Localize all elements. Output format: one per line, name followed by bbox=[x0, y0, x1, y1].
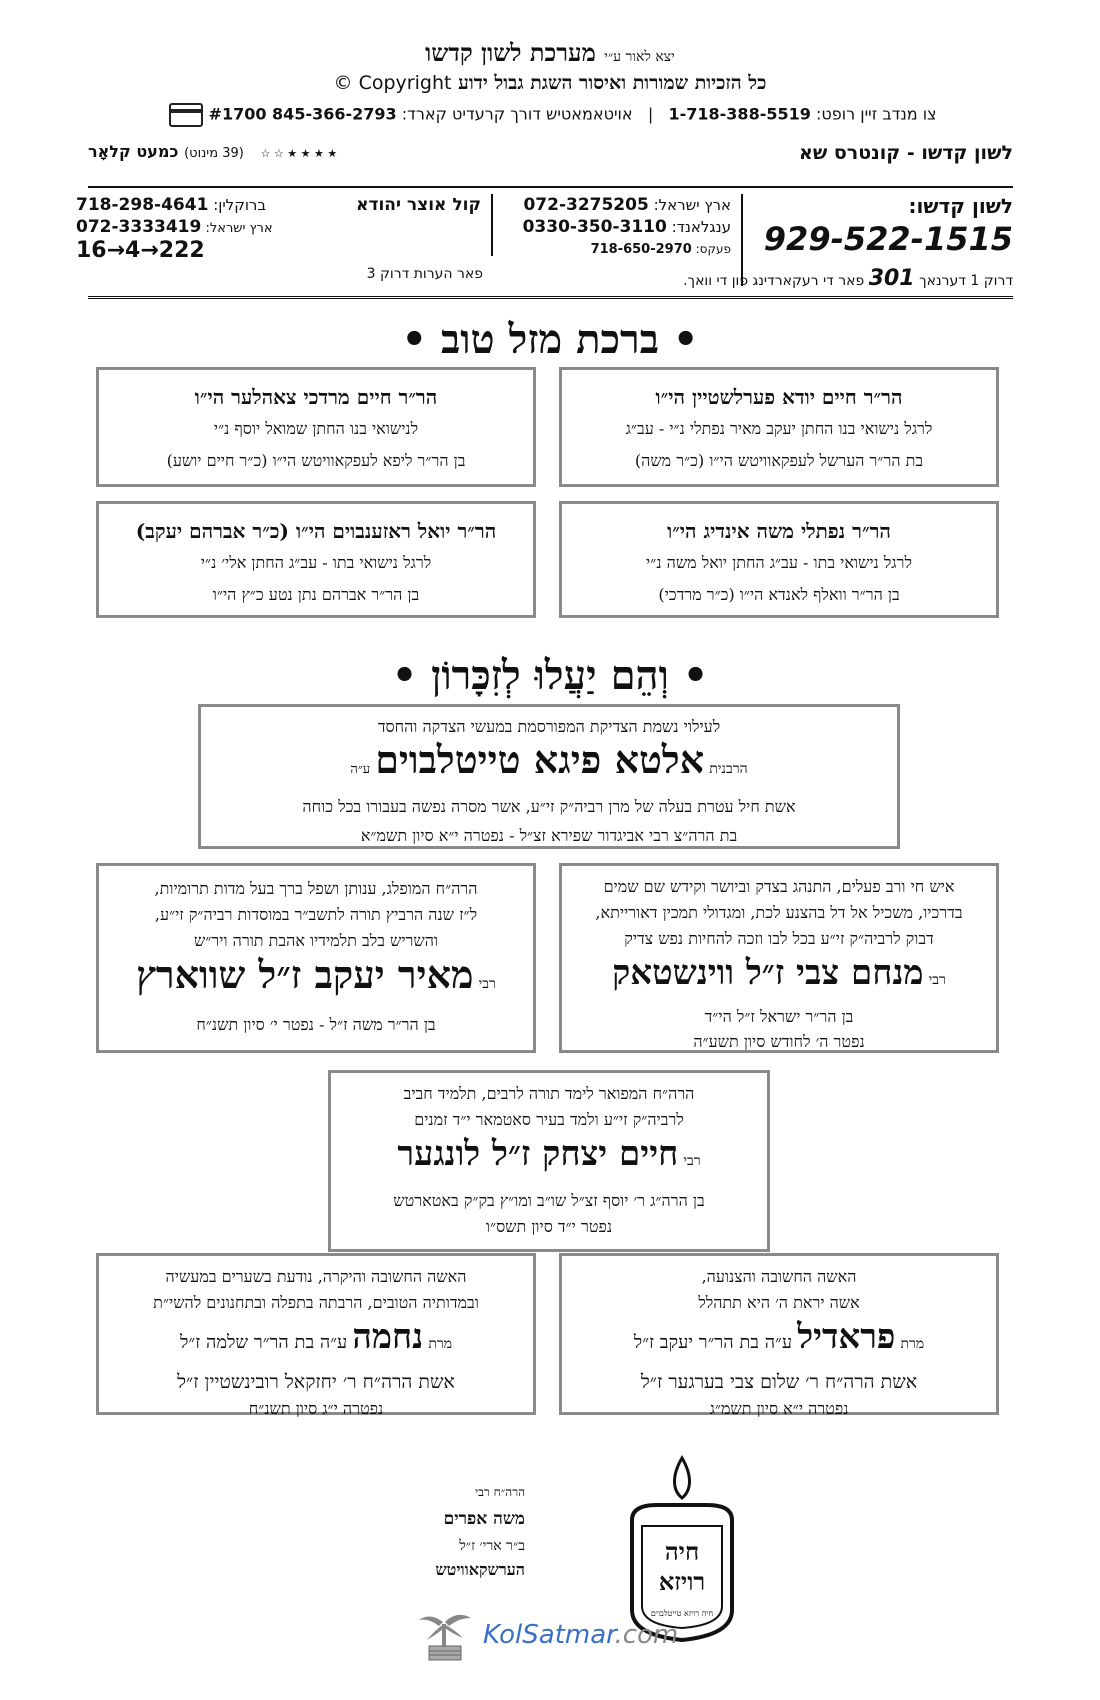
mazel-box-3-line-1: הר״ר נפתלי משה אינדיג הי״ו bbox=[667, 519, 891, 543]
publisher-prefix: יצא לאור ע״י bbox=[604, 49, 675, 65]
memorial-left-woman-box bbox=[96, 1253, 536, 1418]
right-woman-line-5: נפטרה י״א סיון תשמ״ג bbox=[709, 1399, 849, 1418]
main-suffix: ע״ה bbox=[350, 762, 371, 777]
ey-label: ארץ ישראל: bbox=[205, 221, 273, 236]
site-link[interactable] bbox=[483, 1620, 678, 1650]
dedication-line-1: הרה״ח רבי bbox=[475, 1485, 525, 1499]
mazel-tov-title: • ברכת מזל טוב • bbox=[401, 316, 699, 363]
clarity-label: כמעט קלאָר bbox=[88, 142, 179, 161]
left-woman-prefix: מרת bbox=[428, 1336, 453, 1352]
right-woman-prefix: מרת bbox=[900, 1336, 925, 1352]
logo-line-1: חיה bbox=[664, 1537, 700, 1566]
lk-phone[interactable]: 929-522-1515 bbox=[763, 220, 1013, 258]
england-label: ענגלאנד: bbox=[671, 218, 731, 236]
right-box-line-6: נפטר ה׳ לחודש סיון תשע״ה bbox=[693, 1032, 865, 1051]
site-footer bbox=[415, 1610, 695, 1660]
duration-minutes: (39 מינוט) bbox=[184, 146, 244, 161]
memorial-right-box bbox=[559, 863, 999, 1053]
call-number[interactable]: 1-718-388-5519 bbox=[668, 104, 811, 124]
left-woman-line-2: ובמדותיה הטובים, הרבתה בתפלה ובתחנונים להשי״ת bbox=[153, 1293, 479, 1312]
page-header: יצא לאור ע״י מערכת לשון קדשו כל הזכיות שמורות ואיסור השגת גבול ידוע Copyright © צו מנדב זיין רופט: 1-718-388-5519 | אויטאמאטיש דורך קרעדיט קארד: 845-366-2793 #1700 bbox=[0, 38, 1100, 127]
israel-label: ארץ ישראל: bbox=[653, 196, 731, 214]
right-box-line-5: בן הר״ר ישראל ז״ל הי״ד bbox=[704, 1007, 854, 1026]
kol-label: קול אוצר יהודא bbox=[356, 195, 481, 215]
site-tld: .com bbox=[614, 1620, 679, 1650]
right-woman-line-1: האשה החשובה והצנועה, bbox=[701, 1267, 857, 1286]
center-box-line-5: נפטר י״ד סיון תשס״ו bbox=[485, 1217, 613, 1236]
right-woman-line-4: אשת הרה״ח ר׳ שלום צבי בערגער ז״ל bbox=[640, 1371, 918, 1393]
mazel-box-2-line-2: לנישואי בנו החתן שמואל יוסף נ״י bbox=[213, 419, 419, 438]
mazel-box-2-line-3: בן הר״ר ליפא לעפקאוויטש הי״ו (כ״ר חיים יושע) bbox=[166, 451, 466, 470]
logo-line-2: רויזא bbox=[658, 1567, 706, 1596]
center-box-prefix: רבי bbox=[683, 1153, 701, 1169]
left-box-name: מאיר יעקב ז״ל שווארץ bbox=[136, 952, 474, 997]
right-box-prefix: רבי bbox=[928, 972, 946, 988]
center-box-line-2: לרביה״ק זי״ע ולמד בעיר סאטמאר י״ד זמנים bbox=[414, 1110, 684, 1129]
mazel-box-3 bbox=[559, 501, 999, 618]
right-box-line-2: בדרכיו, משכיל אל דל בהצנע לכת, ומגדולי תמכין דאורייתא, bbox=[595, 903, 963, 922]
left-woman-line-1: האשה החשובה והיקרה, נודעת בשערים במעשיה bbox=[165, 1267, 467, 1286]
memorial-title: • וְהֵם יַעֲלוּ לְזִכָּרוֹן • bbox=[391, 652, 709, 699]
fax-phone[interactable]: 718-650-2970 bbox=[590, 242, 692, 257]
logo-bottom: חיה רויזא טייטלבוים bbox=[650, 1609, 714, 1618]
main-line-3: אשת חיל עטרת בעלה של מרן רביה״ק זי״ע, אשר מסרה נפשה בעבורו בכל כוחה bbox=[302, 797, 796, 816]
mazel-box-1-line-3: בת הר״ר הערשל לעפקאוויטש הי״ו (כ״ר משה) bbox=[634, 451, 924, 470]
memorial-main-box bbox=[198, 704, 900, 849]
mazel-box-2 bbox=[96, 367, 536, 487]
mazel-box-4-line-3: בן הר״ר אברהם נתן נטע כ״ץ הי״ו bbox=[212, 585, 420, 604]
england-phone[interactable]: 0330-350-3110 bbox=[522, 217, 667, 237]
left-woman-line-5: נפטרה י״ג סיון תשנ״ח bbox=[248, 1399, 384, 1418]
memorial-right-woman-box bbox=[559, 1253, 999, 1418]
right-box-name: מנחם צבי ז״ל ווינשטאק bbox=[612, 953, 924, 993]
mazel-box-1-line-2: לרגל נישואי בנו החתן יעקב מאיר נפתלי נ״י - עב״ג bbox=[625, 419, 933, 438]
left-box-line-3: והשריש בלב תלמידיו אהבת תורה ויר״ש bbox=[194, 931, 438, 950]
fax-label: פעקס: bbox=[695, 242, 731, 256]
left-box-line-5: בן הר״ר משה ז״ל - נפטר י׳ סיון תשנ״ח bbox=[196, 1015, 436, 1034]
right-woman-line-3: ע״ה בת הר״ר יעקב ז״ל bbox=[633, 1332, 793, 1353]
mazel-box-1 bbox=[559, 367, 999, 487]
left-box-prefix: רבי bbox=[478, 976, 496, 992]
site-main: KolSatmar bbox=[483, 1620, 615, 1650]
stars-rating: ★ ★ ★ ★ ☆ ☆ bbox=[260, 147, 338, 160]
right-woman-name: פראדיל bbox=[797, 1317, 896, 1357]
card-number[interactable]: 845-366-2793 #1700 bbox=[208, 104, 397, 124]
ey-phone[interactable]: 072-3333419 bbox=[76, 217, 202, 237]
brooklyn-phone[interactable]: 718-298-4641 bbox=[76, 195, 209, 215]
left-box-line-2: ל״ז שנה הרביץ תורה לתשב״ר במוסדות רביה״ק זי״ע, bbox=[154, 905, 478, 924]
dedication-text bbox=[395, 1480, 525, 1582]
kol-block bbox=[76, 194, 493, 263]
contact-bar bbox=[76, 186, 1013, 299]
series-title: לשון קדשו - קונטרס שא bbox=[798, 142, 1013, 164]
recording-number: 301 bbox=[868, 266, 915, 291]
center-box-name: חיים יצחק ז״ל לונגער bbox=[397, 1134, 679, 1174]
credit-card-icon bbox=[169, 103, 203, 127]
subheader bbox=[88, 142, 1013, 164]
left-woman-line-3: ע״ה בת הר״ר שלמה ז״ל bbox=[179, 1332, 348, 1353]
memorial-left-box bbox=[96, 863, 536, 1053]
right-box-line-1: איש חי ורב פעלים, התנהג בצדק וביושר וקידש שם שמים bbox=[603, 877, 955, 896]
main-line-1: לעילוי נשמת הצדיקת המפורסמת במעשי הצדקה והחסד bbox=[377, 717, 721, 736]
dedication-line-3: ב״ר ארי׳ ז״ל bbox=[459, 1538, 525, 1554]
main-name: אלטא פיגא טייטלבוים bbox=[375, 737, 705, 782]
left-woman-line-4: אשת הרה״ח ר׳ יחזקאל רובינשטיין ז״ל bbox=[177, 1371, 455, 1393]
dedication-line-2: משה אפרים bbox=[443, 1509, 525, 1529]
mazel-box-4-line-2: לרגל נישואי בתו - עב״ג החתן אלי׳ נ״י bbox=[200, 553, 432, 572]
mazel-box-4 bbox=[96, 501, 536, 618]
press-text: פאר די רעקארדינג פון די וואך. bbox=[683, 273, 865, 289]
copyright: Copyright © bbox=[333, 72, 452, 94]
mazel-box-4-line-1: הר״ר יואל ראזענבוים הי״ו (כ״ר אברהם יעקב) bbox=[135, 519, 497, 543]
right-box-line-3: דבוק לרביה״ק זי״ע בכל לבו וזכה להחיות נפש צדיק bbox=[624, 929, 934, 948]
brooklyn-label: ברוקלין: bbox=[213, 196, 267, 214]
mazel-box-3-line-2: לרגל נישואי בתו - עב״ג החתן יואל משה נ״י bbox=[646, 553, 912, 572]
palm-tree-icon bbox=[415, 1610, 475, 1662]
memorial-center-box bbox=[328, 1070, 770, 1252]
mazel-box-2-line-1: הר״ר חיים מרדכי צאהלער הי״ו bbox=[194, 385, 438, 409]
center-box-line-1: הרה״ח המפואר לימד תורה לרבים, תלמיד חביב bbox=[403, 1084, 695, 1103]
extension: 16→4→222 bbox=[76, 238, 205, 263]
israel-phone[interactable]: 072-3275205 bbox=[523, 195, 649, 215]
main-phone-block bbox=[763, 194, 1013, 258]
press-one-text: דרוק 1 דערנאך bbox=[919, 273, 1013, 289]
center-box-line-4: בן הרה״ג ר׳ יוסף זצ״ל שו״ב ומו״ץ בק״ק באטארטש bbox=[393, 1191, 705, 1210]
call-prefix: צו מנדב זיין רופט: bbox=[815, 104, 937, 124]
mazel-box-3-line-3: בן הר״ר וואלף לאנדא הי״ו (כ״ר מרדכי) bbox=[658, 585, 900, 604]
card-text: אויטאמאטיש דורך קרעדיט קארד: bbox=[401, 104, 633, 124]
press-three-text: פאר הערות דרוק 3 bbox=[366, 266, 483, 282]
dedication-line-4: הערשקאוויטש bbox=[435, 1560, 525, 1579]
left-box-line-1: הרה״ח המופלג, ענותן ושפל ברך בעל מדות תרומיות, bbox=[154, 879, 478, 898]
main-line-4: בת הרה״צ רבי אביגדור שפירא זצ״ל - נפטרה י״א סיון תשמ״א bbox=[360, 826, 738, 845]
lk-label: לשון קדשו: bbox=[908, 194, 1013, 218]
publisher-name: מערכת לשון קדשו bbox=[425, 38, 596, 67]
mazel-box-1-line-1: הר״ר חיים יודא פערלשטיין הי״ו bbox=[655, 385, 903, 409]
rights-text: כל הזכיות שמורות ואיסור השגת גבול ידוע bbox=[458, 72, 767, 94]
right-woman-line-2: אשה יראת ה׳ היא תתהלל bbox=[698, 1293, 860, 1312]
left-woman-name: נחמה bbox=[352, 1317, 424, 1357]
main-prefix: הרבנית bbox=[709, 761, 748, 777]
